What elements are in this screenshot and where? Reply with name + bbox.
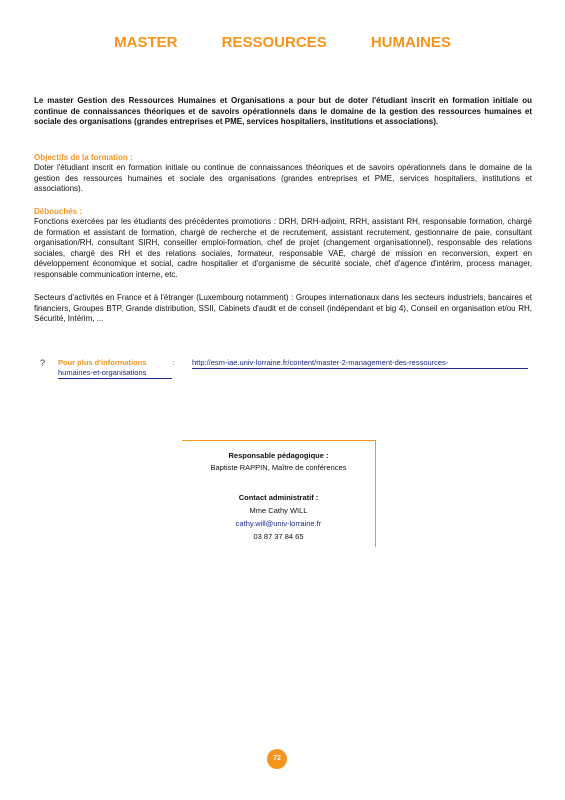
more-info-link[interactable]: http://esm-iae.univ-lorraine.fr/content/master-2-management-des-ressources-: [192, 358, 528, 369]
pedagogical-contact-label: Responsable pédagogique :: [228, 451, 329, 460]
page-number-badge: 72: [267, 749, 287, 769]
info-question-icon: ?: [40, 358, 46, 368]
more-info-colon: :: [172, 358, 175, 367]
admin-contact-name: Mme Cathy WILL: [249, 506, 308, 515]
objectives-heading: Objectifs de la formation :: [34, 153, 133, 162]
admin-contact-label: Contact administratif :: [238, 493, 319, 502]
admin-contact-email[interactable]: cathy.will@univ-lorraine.fr: [235, 519, 322, 528]
outcomes-text: Fonctions exercées par les étudiants des précédentes promotions : DRH, DRH-adjoint, RRH, assistant RH, responsable formation, chargé de formation et assistant de formation, chargé de recherche et de recrutement, assistant recrutement, gestionnaire de paie, consultant organisation/RH, consultant SIRH, conseiller emploi-formation, chef de projet (changement organisationnel), responsable des relations sociales, chargé des RH et des relations sociales, formateur, responsable VAE, chargé de mission en reconversion, expert en développement économique et social, cadre hospitalier et d'organisme de sécurité sociale, chef d'agence d'intérim, process manager, responsable communication interne, etc.: [34, 217, 532, 279]
more-info-label: Pour plus d'informations: [58, 358, 147, 367]
page-title: MASTER RESSOURCES HUMAINES: [114, 34, 451, 51]
sectors-text: Secteurs d'activités en France et à l'étranger (Luxembourg notamment) : Groupes internationaux dans les secteurs industriels, bancaires et financiers, Groupes BTP, Grande distribution, SSII, Cabinets d'audit et de conseil (indépendant et big 4), Conseil en organisation et/ou RH, Sécurité, Intérim, ...: [34, 293, 532, 323]
more-info-link-continued[interactable]: humaines-et-organisations: [58, 368, 172, 379]
contact-box: [182, 440, 376, 547]
intro-paragraph: Le master Gestion des Ressources Humaines et Organisations a pour but de doter l'étudiant inscrit en formation initiale ou continue de connaissances théoriques et de savoirs opérationnels dans le domaine de la gestion des ressources humaines et sociale des organisations (grandes entreprises et PME, services hospitaliers, institutions et associations).: [34, 96, 532, 126]
outcomes-heading: Débouchés :: [34, 207, 83, 216]
objectives-text: Doter l'étudiant inscrit en formation initiale ou continue de connaissances théoriques et de savoirs opérationnels dans le domaine de la gestion des ressources humaines et sociale des organisations (grandes entreprises et PME, services hospitaliers, institutions et associations).: [34, 163, 532, 193]
admin-contact-phone: 03 87 37 84 65: [253, 532, 304, 541]
pedagogical-contact-name: Baptiste RAPPIN, Maître de conférences: [210, 463, 347, 472]
